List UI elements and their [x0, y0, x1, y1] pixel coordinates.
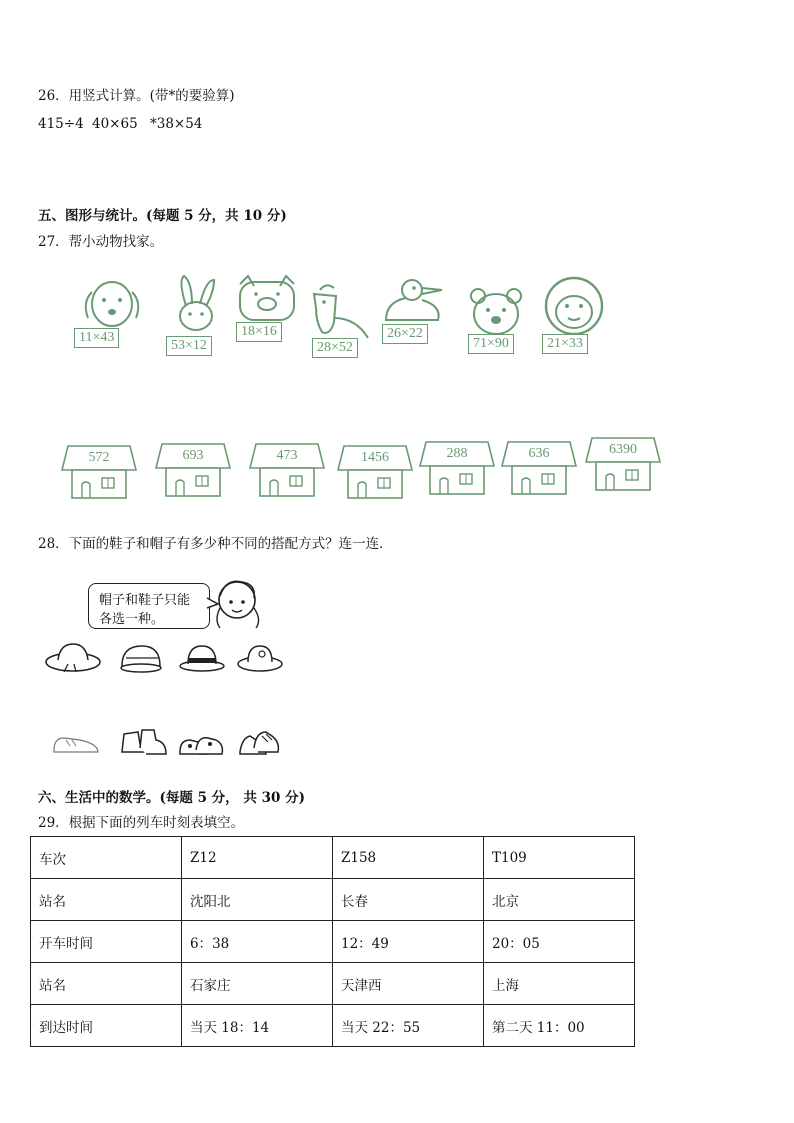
rabbit-figure: [166, 276, 226, 353]
table-row: [31, 879, 635, 921]
boots-icon: [118, 724, 168, 758]
house: [336, 444, 414, 502]
animal-label: 26×22: [382, 324, 428, 344]
animal-label: 53×12: [166, 336, 212, 356]
table-cell: 站名: [31, 963, 182, 1005]
pig-figure: [234, 274, 300, 339]
house: [248, 442, 326, 500]
table-cell: 站名: [31, 879, 182, 921]
table-cell: 到达时间: [31, 1005, 182, 1047]
section6-title: 六、生活中的数学。(每题 5 分， 共 30 分): [38, 790, 305, 806]
table-cell: 12：49: [333, 921, 484, 963]
goat-icon: [306, 282, 376, 342]
speech-bubble: [88, 583, 210, 629]
table-cell: 当天 22：55: [333, 1005, 484, 1047]
table-cell: 沈阳北: [182, 879, 333, 921]
animal-label: 11×43: [74, 328, 119, 348]
q29-title: 29．根据下面的列车时刻表填空。: [38, 815, 245, 831]
table-cell: Z158: [333, 837, 484, 879]
bear-icon: [466, 288, 526, 338]
table-cell: 开车时间: [31, 921, 182, 963]
rabbit-icon: [166, 276, 226, 338]
house-number: 6390: [609, 442, 637, 457]
girl-icon: [212, 574, 262, 634]
table-cell: 天津西: [333, 963, 484, 1005]
duck-figure: [382, 276, 448, 341]
table-cell: 第二天 11：00: [484, 1005, 635, 1047]
monkey-figure: [540, 278, 608, 351]
q26-title: 26．用竖式计算。(带*的要验算): [38, 88, 235, 104]
house: [60, 444, 138, 502]
shoes-icon: [176, 728, 226, 758]
speech-line-1: 帽子和鞋子只能: [99, 593, 191, 608]
animal-label: 71×90: [468, 334, 514, 354]
bear-figure: [466, 288, 526, 351]
sneaker-icon: [50, 730, 102, 758]
animal-label: 18×16: [236, 322, 282, 342]
house-number: 1456: [361, 450, 389, 465]
house-number: 636: [528, 446, 550, 461]
table-cell: 车次: [31, 837, 182, 879]
monkey-icon: [540, 278, 608, 338]
table-cell: 20：05: [484, 921, 635, 963]
calc-item-3: *38×54: [150, 116, 203, 132]
table-cell: 石家庄: [182, 963, 333, 1005]
table-row: [31, 1005, 635, 1047]
table-cell: 长春: [333, 879, 484, 921]
table-cell: T109: [484, 837, 635, 879]
table-row: [31, 963, 635, 1005]
cap-icon: [118, 640, 164, 674]
house-number: 693: [182, 448, 204, 463]
house: [154, 442, 232, 500]
sports-shoes-icon: [236, 726, 282, 758]
house: [584, 436, 662, 494]
flower-hat-icon: [236, 640, 284, 674]
table-row: [31, 921, 635, 963]
fedora-hat-icon: [178, 640, 226, 674]
pig-icon: [234, 274, 300, 326]
house: [500, 440, 578, 498]
sun-hat-icon: [44, 640, 102, 674]
train-timetable: [30, 836, 635, 1047]
house-number: 572: [88, 450, 110, 465]
table-cell: 6：38: [182, 921, 333, 963]
q28-title: 28．下面的鞋子和帽子有多少种不同的搭配方式？连一连．: [38, 536, 393, 552]
table-row: [31, 837, 635, 879]
table-cell: 上海: [484, 963, 635, 1005]
section5-title: 五、图形与统计。(每题 5 分，共 10 分): [38, 208, 287, 224]
duck-icon: [382, 276, 448, 328]
table-cell: 当天 18：14: [182, 1005, 333, 1047]
animal-label: 28×52: [312, 338, 358, 358]
house-number: 473: [276, 448, 298, 463]
calc-item-2: 40×65: [92, 116, 138, 132]
house-number: 288: [446, 446, 468, 461]
q27-title: 27．帮小动物找家。: [38, 234, 164, 250]
goat-figure: [306, 282, 376, 355]
dog-figure: [76, 278, 146, 345]
speech-line-2: 各选一种。: [99, 612, 165, 627]
house: [418, 440, 496, 498]
table-cell: Z12: [182, 837, 333, 879]
animal-label: 21×33: [542, 334, 588, 354]
calc-item-1: 415÷4: [38, 116, 84, 132]
table-cell: 北京: [484, 879, 635, 921]
